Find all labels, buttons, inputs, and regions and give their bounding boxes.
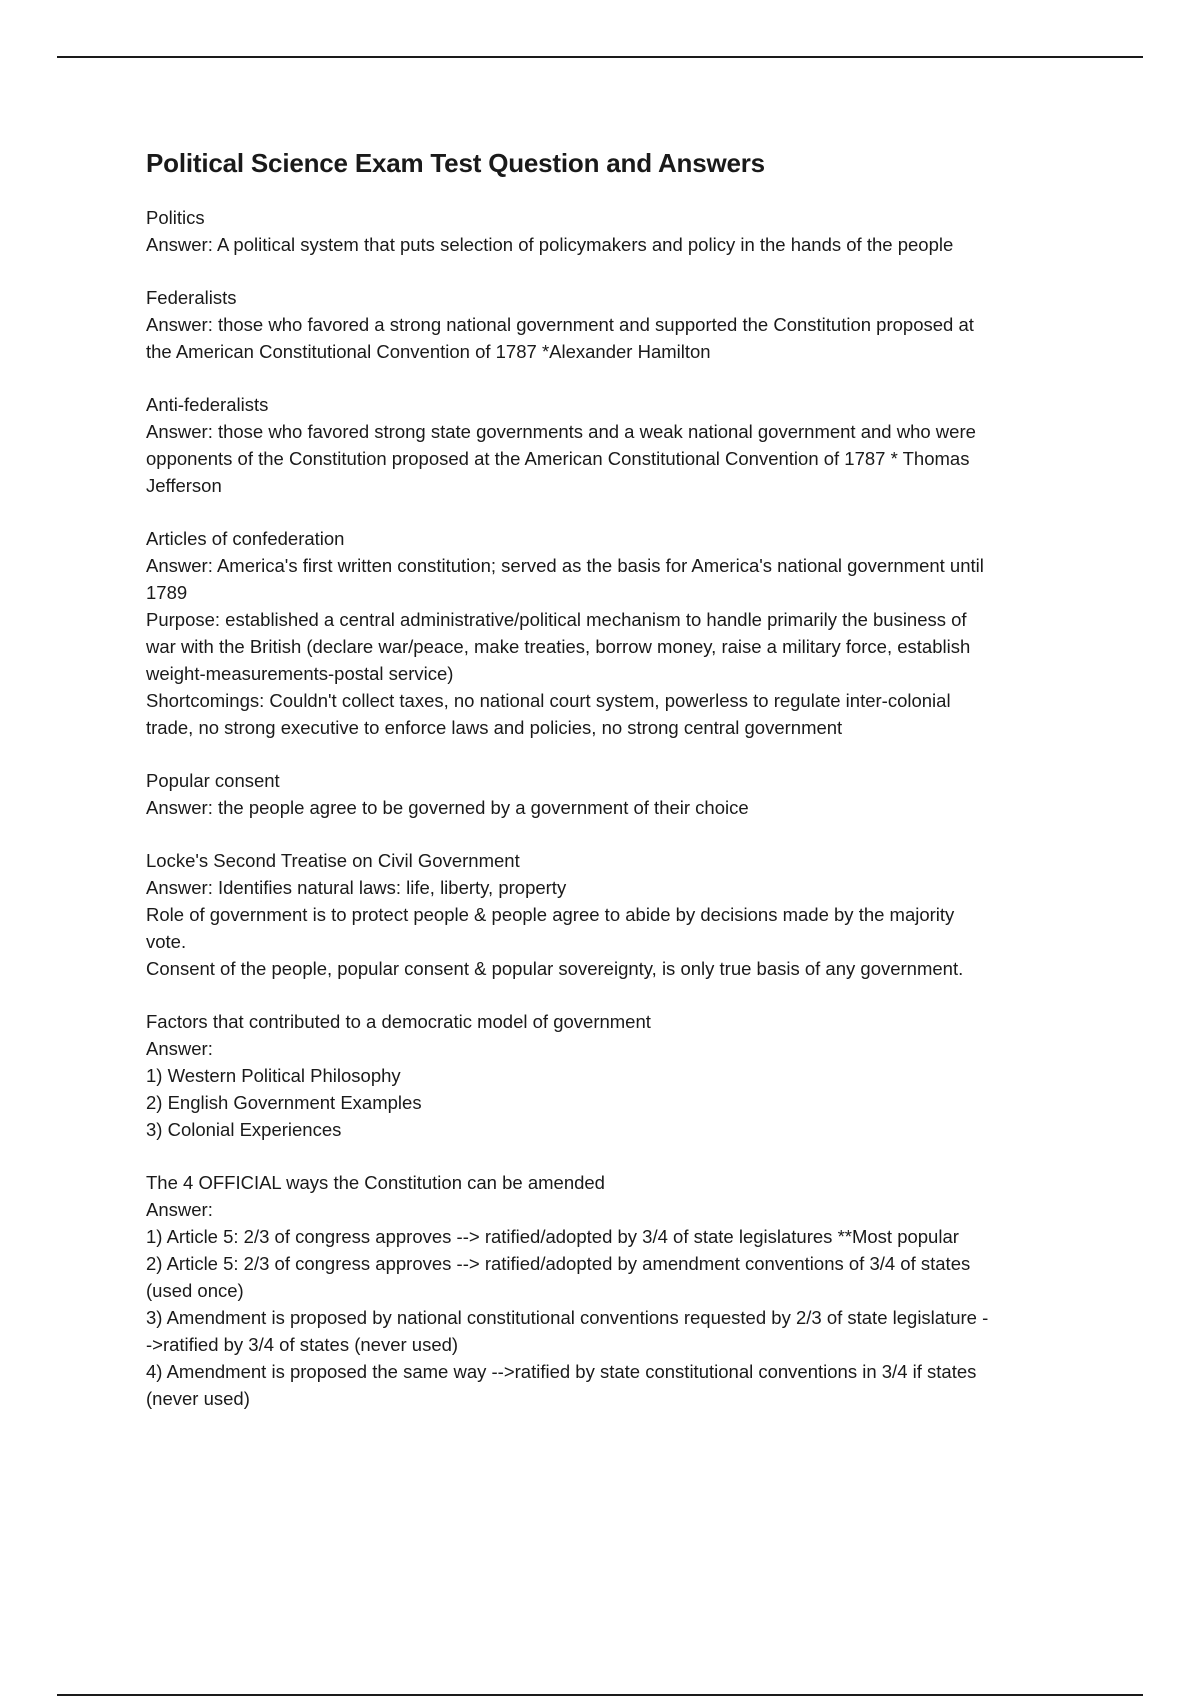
answer-text: vote. [146,931,187,952]
qa-entry-popular-consent [146,767,1096,821]
question-text: Factors that contributed to a democratic model of government [146,1011,651,1032]
answer-text: Answer: [146,1199,213,1220]
answer-text: Answer: [146,1038,213,1059]
qa-entry-politics [146,204,1096,258]
list-item: 3) Amendment is proposed by national constitutional conventions requested by 2/3 of state legislature - [146,1307,989,1328]
qa-entry-federalists [146,284,1096,365]
question-text: Articles of confederation [146,528,345,549]
document-body [146,146,1096,1438]
answer-text: Answer: America's first written constitution; served as the basis for America's national government until [146,555,984,576]
list-item: 2) Article 5: 2/3 of congress approves --> ratified/adopted by amendment conventions of 3/4 of states [146,1253,971,1274]
list-item: 3) Colonial Experiences [146,1119,342,1140]
answer-text: the American Constitutional Convention of 1787 *Alexander Hamilton [146,341,711,362]
question-text: Politics [146,207,205,228]
qa-entry-democratic-factors [146,1008,1096,1143]
answer-text: Role of government is to protect people & people agree to abide by decisions made by the majority [146,904,955,925]
list-item: 4) Amendment is proposed the same way -->ratified by state constitutional conventions in 3/4 if states [146,1361,977,1382]
answer-text: opponents of the Constitution proposed at the American Constitutional Convention of 1787 * Thomas [146,448,970,469]
answer-text: 1789 [146,582,188,603]
answer-text: Consent of the people, popular consent & popular sovereignty, is only true basis of any government. [146,958,964,979]
question-text: The 4 OFFICIAL ways the Constitution can be amended [146,1172,605,1193]
qa-entry-articles-of-confederation [146,525,1096,741]
qa-entry-amendment-ways [146,1169,1096,1412]
answer-text: Answer: those who favored strong state governments and a weak national government and who were [146,421,976,442]
shortcomings-text: trade, no strong executive to enforce laws and policies, no strong central government [146,717,843,738]
list-item: (used once) [146,1280,244,1301]
question-text: Locke's Second Treatise on Civil Government [146,850,520,871]
bottom-rule [57,1694,1143,1696]
qa-entry-anti-federalists [146,391,1096,499]
purpose-text: weight-measurements-postal service) [146,663,454,684]
top-rule [57,56,1143,58]
question-text: Popular consent [146,770,280,791]
shortcomings-text: Shortcomings: Couldn't collect taxes, no national court system, powerless to regulate inter-colonial [146,690,951,711]
question-text: Federalists [146,287,237,308]
answer-text: Answer: the people agree to be governed by a government of their choice [146,797,749,818]
answer-text: Answer: those who favored a strong national government and supported the Constitution proposed at [146,314,974,335]
list-item: 2) English Government Examples [146,1092,422,1113]
purpose-text: war with the British (declare war/peace, make treaties, borrow money, raise a military force, establish [146,636,971,657]
qa-entry-lockes-second-treatise [146,847,1096,982]
answer-text: Answer: Identifies natural laws: life, liberty, property [146,877,567,898]
list-item: 1) Western Political Philosophy [146,1065,401,1086]
answer-text: Jefferson [146,475,222,496]
list-item: ->ratified by 3/4 of states (never used) [146,1334,459,1355]
list-item: (never used) [146,1388,250,1409]
question-text: Anti-federalists [146,394,269,415]
document-title: Political Science Exam Test Question and Answers [146,148,765,178]
purpose-text: Purpose: established a central administrative/political mechanism to handle primarily the business of [146,609,967,630]
list-item: 1) Article 5: 2/3 of congress approves --> ratified/adopted by 3/4 of state legislatures **Most popular [146,1226,959,1247]
answer-text: Answer: A political system that puts selection of policymakers and policy in the hands of the people [146,234,954,255]
